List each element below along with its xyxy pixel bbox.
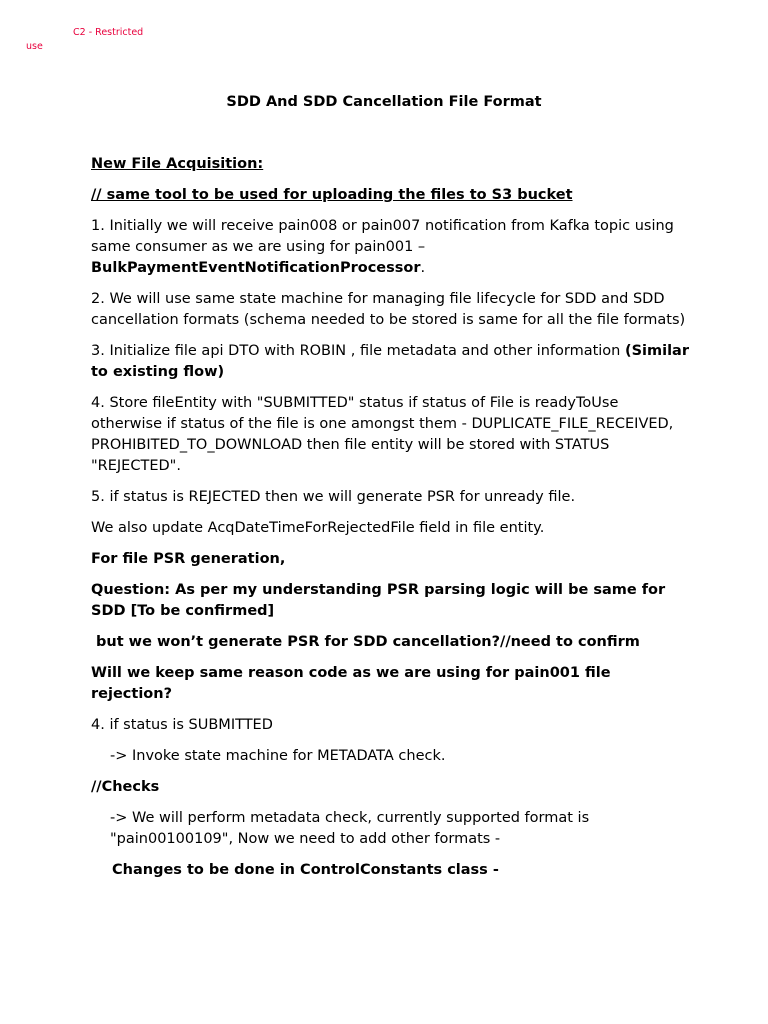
document-title: SDD And SDD Cancellation File Format: [226, 94, 542, 110]
section-heading-upload-tool: [91, 185, 691, 206]
paragraph-step-5: 5. if status is REJECTED then we will generate PSR for unready file.: [91, 489, 576, 505]
paragraph-status-submitted: 4. if status is SUBMITTED: [91, 717, 273, 733]
paragraph-control-constants: Changes to be done in ControlConstants class -: [112, 862, 499, 878]
paragraph-note: (Similar to existing flow): [91, 343, 689, 380]
paragraph-sdd-cancellation: but we won’t generate PSR for SDD cancellation?//need to confirm: [96, 634, 640, 650]
document-body: [91, 154, 691, 891]
paragraph-text: 1. Initially we will receive pain008 or pain007 notification from Kafka topic using same consumer as we are using for pain001 –: [91, 218, 674, 255]
classification-label: C2 - Restricted use: [26, 27, 144, 52]
heading-text: New File Acquisition:: [91, 156, 264, 172]
paragraph-reason-code: Will we keep same reason code as we are using for pain001 file rejection?: [91, 665, 611, 702]
paragraph-step-1: [91, 216, 691, 279]
section-heading-new-file-acquisition: [91, 154, 691, 175]
paragraph-metadata-check: -> We will perform metadata check, currently supported format is "pain00100109", Now we need to add other formats -: [110, 810, 590, 847]
paragraph-psr-generation: For file PSR generation,: [91, 551, 286, 567]
heading-text: // same tool to be used for uploading the files to S3 bucket: [91, 187, 573, 203]
paragraph-step-4: 4. Store fileEntity with "SUBMITTED" status if status of File is readyToUse otherwise if status of the file is one amongst them - DUPLICATE_FILE_RECEIVED, PROHIBITED_TO_DOWNLOAD then file entity will be stored with STATUS "REJECTED".: [91, 395, 674, 474]
paragraph-tail: .: [420, 260, 426, 276]
processor-name: BulkPaymentEventNotificationProcessor: [91, 260, 421, 276]
paragraph-text: 3. Initialize file api DTO with ROBIN , file metadata and other information: [91, 343, 621, 359]
paragraph-acq-date: We also update AcqDateTimeForRejectedFile field in file entity.: [91, 520, 545, 536]
paragraph-checks: //Checks: [91, 779, 160, 795]
paragraph-question: Question: As per my understanding PSR parsing logic will be same for SDD [To be confirmed]: [91, 582, 666, 619]
paragraph-step-2: 2. We will use same state machine for managing file lifecycle for SDD and SDD cancellation formats (schema needed to be stored is same for all the file formats): [91, 291, 686, 328]
paragraph-step-3: [91, 341, 691, 383]
paragraph-invoke-state-machine: -> Invoke state machine for METADATA check.: [110, 748, 446, 764]
